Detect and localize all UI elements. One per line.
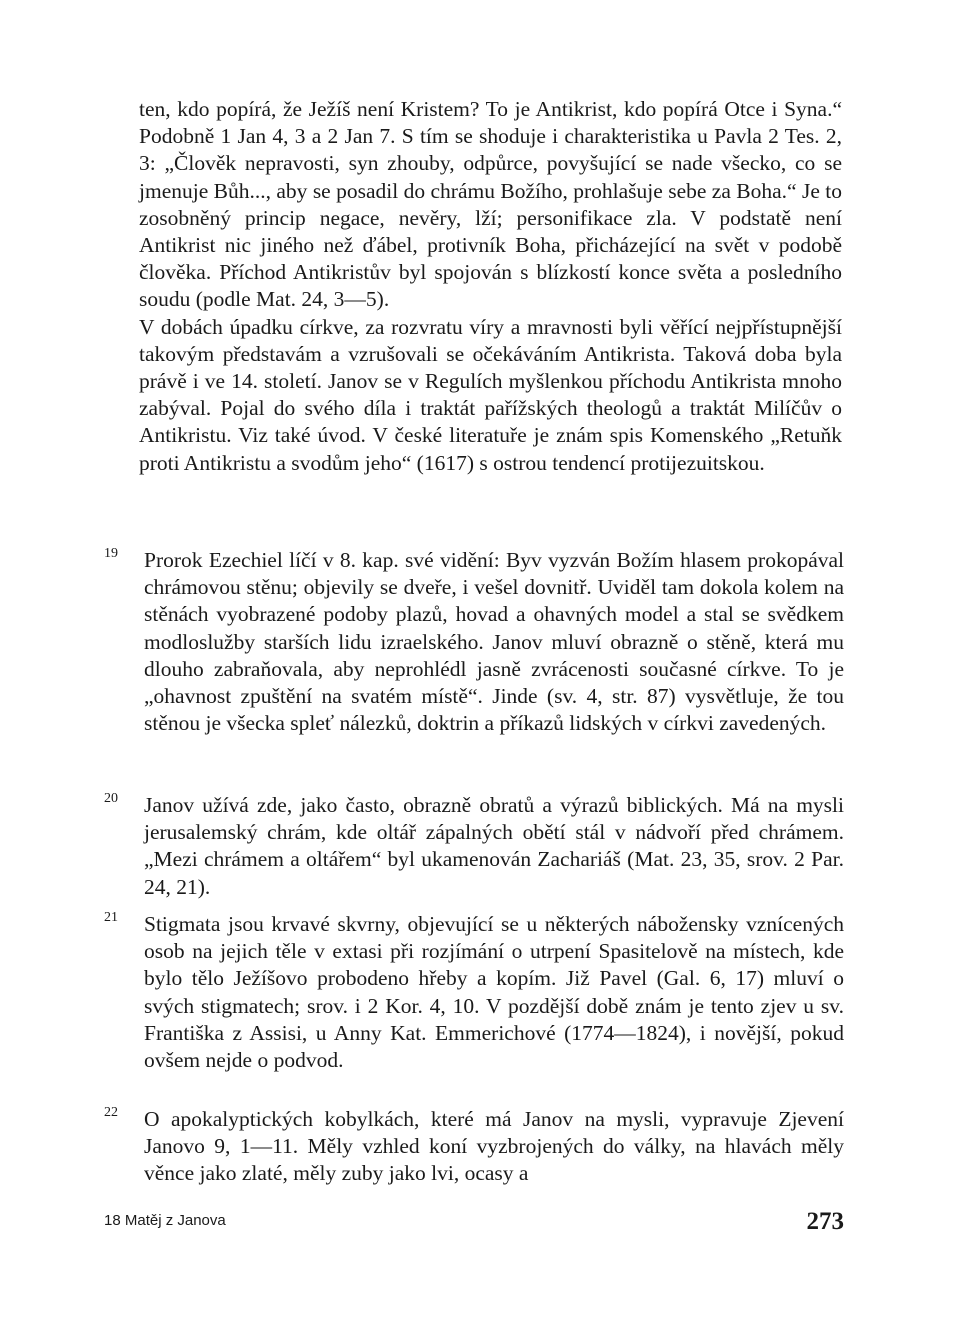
page-footer xyxy=(104,1208,844,1238)
body-text: ten, kdo popírá, že Ježíš není Kristem? To je Antikrist, kdo popírá Otce i Syna.“ Podobně 1 Jan 4, 3 a 2 Jan 7. S tím se shoduje i charakteristika u Pavla 2 Tes. 2, 3: „Člověk nepravosti, syn zhouby, odpůrce, povyšující se nade všecko, co se jmenuje Bůh..., aby se posadil do chrámu Božího, prohlašuje sebe za Boha.“ Je to zosobněný princip negace, nevěry, lží; personifikace zla. V podstatě není Antikrist nic jiného než ďábel, protivník Boha, přicházející na svět v podobě člověka. Příchod Antikristův byl spojován s blízkostí konce světa a posledního soudu (podle Mat. 24, 3—5). V dobách úpadku církve, za rozvratu víry a mravnosti byli věřící nejpřístupnější takovým představám a vzrušovali se očekáváním Antikrista. Taková doba byla právě i ve 14. století. Janov se v Regulích myšlenkou příchodu Antikrista mnoho zabýval. Pojal do svého díla i traktát pařížských theologů a traktát Milíčův o Antikristu. Viz také úvod. V české literatuře je znám spis Komenského „Retuňk proti Antikristu a svodům jeho“ (1617) s ostrou tendencí protijezuitskou. xyxy=(139,97,842,475)
printer-signature: 18 Matěj z Janova xyxy=(104,1212,226,1229)
footnote-number: 20 xyxy=(104,791,118,806)
page-number: 273 xyxy=(806,1208,844,1235)
footnote-text: Janov užívá zde, jako často, obrazně obratů a výrazů biblických. Má na mysli jerusalemský chrám, kde oltář zápalných obětí stál v nádvoří před chrámem. „Mezi chrámem a oltářem“ byl ukamenován Zachariáš (Mat. 23, 35, srov. 2 Par. 24, 21). xyxy=(144,793,844,899)
footnote-text: Stigmata jsou krvavé skvrny, objevující se u některých nábožensky vznícených osob na jejich těle v extasi při rozjímání o utrpení Spasitelově na místech, kde bylo tělo Ježíšovo probodeno hřeby a kopím. Již Pavel (Gal. 6, 17) mluví o svých stigmatech; srov. i 2 Kor. 4, 10. V pozdější době znám je tento zjev u sv. Františka z Assisi, u Anny Kat. Emmerichové (1774—1824), i novější, pokud ovšem nejde o podvod. xyxy=(144,912,844,1073)
footnote-number: 19 xyxy=(104,546,118,561)
footnote-text: O apokalyptických kobylkách, které má Janov na mysli, vypravuje Zjevení Janovo 9, 1—11. Měly vzhled koní vyzbrojených do války, na hlavách měly věnce jako zlaté, měly zuby jako lvi, ocasy a xyxy=(144,1107,844,1186)
footnote-number: 21 xyxy=(104,910,118,925)
footnote-text: Prorok Ezechiel líčí v 8. kap. své vidění: Byv vyzván Božím hlasem prokopával chrámovou stěnu; objevily se dveře, i vešel dovnitř. Uviděl tam dokola kolem na stěnách vyobrazené podoby plazů, hovad a ohavných model a stal se svědkem modloslužby starších lidu izraelského. Janov mluví obrazně o stěně, která mu dlouho zabraňovala, aby neprohlédl jasně zvrácenosti současné církve. To je „ohavnost zpuštění na svatém místě“. Jinde (sv. 4, str. 87) vysvětluje, že tou stěnou je všecka spleť nálezků, doktrin a příkazů lidských v církvi zavedených. xyxy=(144,548,844,736)
footnote-number: 22 xyxy=(104,1105,118,1120)
